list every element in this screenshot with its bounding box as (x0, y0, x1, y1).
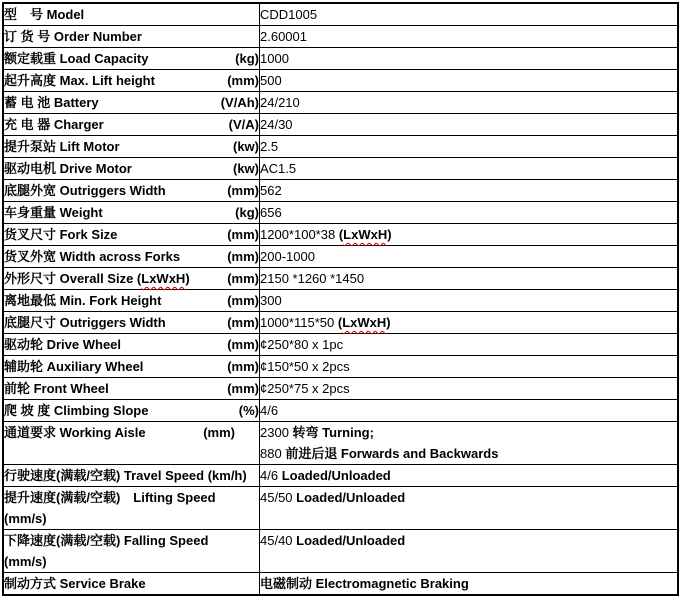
text-run: 500 (260, 73, 282, 88)
table-row (3, 224, 678, 246)
value-text (260, 400, 677, 421)
spec-label-cell (3, 70, 260, 92)
table-row (3, 573, 678, 596)
spec-value-cell (260, 312, 679, 334)
text-run: 前轮 Front Wheel (4, 381, 109, 396)
spec-label-cell (3, 400, 260, 422)
unit-label: (mm) (227, 337, 259, 352)
unit-label: (mm) (227, 359, 259, 374)
value-text (260, 530, 677, 551)
value-text (260, 246, 677, 267)
text-run: 562 (260, 183, 282, 198)
spec-value-cell (260, 3, 679, 26)
label-text (4, 334, 121, 355)
text-run: 2150 *1260 *1450 (260, 271, 365, 286)
label-text (4, 400, 148, 421)
table-row (3, 334, 678, 356)
label-text (4, 378, 109, 399)
value-text (260, 465, 677, 486)
text-run: ( (337, 315, 343, 330)
text-run: 45/50 (260, 490, 297, 505)
text-run: 1000*115*50 (260, 315, 338, 330)
spec-label-cell (3, 378, 260, 400)
spec-label-cell (3, 136, 260, 158)
spec-label-cell (3, 3, 260, 26)
value-text (260, 487, 677, 508)
value-text (260, 26, 677, 47)
spec-label-cell (3, 290, 260, 312)
text-run: 货叉外宽 Width across Forks (4, 249, 181, 264)
table-row (3, 312, 678, 334)
text-run: Loaded/Unloaded (296, 490, 406, 505)
text-run: 1000 (260, 51, 289, 66)
spec-label-cell (3, 487, 260, 530)
spec-value-cell (260, 70, 679, 92)
spec-value-cell (260, 158, 679, 180)
spec-value-cell (260, 180, 679, 202)
unit-label: (V/A) (228, 117, 259, 132)
value-text (260, 224, 677, 245)
value-text (260, 334, 677, 355)
value-text (260, 92, 677, 113)
label-text (4, 92, 99, 113)
spec-label-cell (3, 202, 260, 224)
unit-label: (kw) (233, 139, 259, 154)
unit-label: (mm) (227, 293, 259, 308)
text-run: 24/210 (260, 95, 300, 110)
spec-value-cell (260, 26, 679, 48)
spec-value-cell (260, 48, 679, 70)
table-row (3, 202, 678, 224)
text-run: 额定载重 Load Capacity (4, 51, 149, 66)
text-run: 起升高度 Max. Lift height (4, 73, 155, 88)
text-run: 656 (260, 205, 282, 220)
spec-label-cell (3, 312, 260, 334)
text-run: ( (338, 227, 344, 242)
spec-value-cell (260, 400, 679, 422)
text-run: 300 (260, 293, 282, 308)
spec-value-cell (260, 530, 679, 573)
text-run: 电磁制动 Electromagnetic Braking (260, 576, 469, 591)
value-text (260, 48, 677, 69)
text-run: 离地最低 Min. Fork Height (4, 293, 162, 308)
text-run: 辅助轮 Auxiliary Wheel (4, 359, 144, 374)
label-text-line2: (mm/s) (4, 511, 47, 526)
spec-label-cell (3, 26, 260, 48)
spec-value-cell (260, 465, 679, 487)
spec-value-cell (260, 224, 679, 246)
text-run: 外形尺寸 Overall Size ( (4, 271, 142, 286)
value-text (260, 70, 677, 91)
table-row (3, 465, 678, 487)
unit-label: (mm) (227, 249, 259, 264)
text-run: 充 电 器 Charger (4, 117, 104, 132)
table-row (3, 268, 678, 290)
spec-label-cell (3, 573, 260, 596)
label-text (4, 422, 146, 443)
spec-value-cell (260, 92, 679, 114)
text-run: 底腿尺寸 Outriggers Width (4, 315, 166, 330)
spec-label-cell (3, 48, 260, 70)
table-row (3, 378, 678, 400)
value-text (260, 136, 677, 157)
table-row (3, 48, 678, 70)
text-run: CDD1005 (260, 7, 318, 22)
value-text (260, 443, 677, 464)
spec-label-cell (3, 268, 260, 290)
spellcheck-squiggle-text: LxWxH (342, 315, 387, 330)
table-row (3, 92, 678, 114)
unit-label: (V/Ah) (220, 95, 259, 110)
spec-label-cell (3, 224, 260, 246)
text-run: ) (387, 227, 392, 242)
text-run: 货叉尺寸 Fork Size (4, 227, 118, 242)
text-run: ¢150*50 x 2pcs (260, 359, 350, 374)
text-run: 爬 坡 度 Climbing Slope (4, 403, 149, 418)
text-run: ¢250*80 x 1pc (260, 337, 344, 352)
unit-label: (mm) (203, 425, 235, 440)
spec-sheet-page (0, 2, 682, 591)
spec-value-cell (260, 136, 679, 158)
label-text (4, 4, 84, 25)
spec-label-cell (3, 356, 260, 378)
label-text (4, 202, 103, 223)
unit-label: (mm) (227, 271, 259, 286)
table-row (3, 422, 678, 465)
spec-value-cell (260, 378, 679, 400)
label-text-line2: (mm/s) (4, 554, 47, 569)
table-row (3, 136, 678, 158)
spec-value-cell (260, 246, 679, 268)
text-run: ¢250*75 x 2pcs (260, 381, 350, 396)
table-row (3, 487, 678, 530)
spec-value-cell (260, 356, 679, 378)
text-run: 1200*100*38 (260, 227, 339, 242)
text-run: 车身重量 Weight (4, 205, 103, 220)
label-text (4, 48, 148, 69)
value-text (260, 312, 677, 333)
label-text (4, 70, 155, 91)
label-text (4, 356, 143, 377)
unit-label: (mm) (227, 381, 259, 396)
text-run: 蓄 电 池 Battery (4, 95, 99, 110)
label-text (4, 268, 190, 289)
spec-label-cell (3, 114, 260, 136)
text-run: 驱动轮 Drive Wheel (4, 337, 122, 352)
label-text (4, 180, 166, 201)
label-text (4, 246, 180, 267)
text-run: Loaded/Unloaded (281, 468, 391, 483)
spec-label-cell (3, 422, 260, 465)
text-run: 通道要求 Working Aisle (4, 425, 146, 440)
spec-value-cell (260, 573, 679, 596)
label-text (4, 224, 117, 245)
text-run: 2.60001 (260, 29, 307, 44)
text-run: Loaded/Unloaded (296, 533, 406, 548)
spec-value-cell (260, 290, 679, 312)
text-run: 制动方式 Service Brake (4, 576, 146, 591)
value-text (260, 158, 677, 179)
label-text (4, 114, 104, 135)
spec-label-cell (3, 465, 260, 487)
value-text (260, 180, 677, 201)
table-row (3, 26, 678, 48)
spec-label-cell (3, 246, 260, 268)
spec-value-cell (260, 202, 679, 224)
text-run: 4/6 (260, 468, 282, 483)
table-row (3, 114, 678, 136)
text-run: 驱动电机 Drive Motor (4, 161, 132, 176)
text-run: 订 货 号 Order Number (4, 29, 142, 44)
table-row (3, 356, 678, 378)
table-row (3, 158, 678, 180)
value-text (260, 4, 677, 25)
text-run: ) (185, 271, 190, 286)
table-row (3, 180, 678, 202)
value-text (260, 114, 677, 135)
spellcheck-squiggle-text: LxWxH (141, 271, 186, 286)
label-text (4, 26, 142, 47)
table-row (3, 70, 678, 92)
value-text (260, 356, 677, 377)
label-text (4, 136, 120, 157)
spellcheck-squiggle-text: LxWxH (343, 227, 388, 242)
spec-label-cell (3, 180, 260, 202)
value-text (260, 202, 677, 223)
spec-label-cell (3, 92, 260, 114)
label-text (4, 573, 146, 594)
text-run: 转弯 Turning; (292, 425, 374, 440)
spec-label-cell (3, 530, 260, 573)
label-text (4, 530, 208, 551)
unit-label: (mm) (227, 183, 259, 198)
label-text (4, 312, 166, 333)
spec-value-cell (260, 422, 679, 465)
label-text (4, 487, 216, 508)
text-run: 2.5 (260, 139, 279, 154)
text-run: ) (386, 315, 391, 330)
value-text (260, 268, 677, 289)
text-run: 前进后退 Forwards and Backwards (285, 446, 499, 461)
value-text (260, 378, 677, 399)
table-row (3, 530, 678, 573)
text-run: 24/30 (260, 117, 293, 132)
unit-label: (%) (238, 403, 259, 418)
label-text (4, 290, 161, 311)
text-run: 型 号 Model (4, 7, 85, 22)
text-run: 下降速度(满载/空载) Falling Speed (4, 533, 209, 548)
table-row (3, 246, 678, 268)
text-run: 底腿外宽 Outriggers Width (4, 183, 166, 198)
spec-table-body (3, 3, 678, 595)
text-run: 4/6 (260, 403, 279, 418)
spec-value-cell (260, 487, 679, 530)
spec-value-cell (260, 268, 679, 290)
table-row (3, 400, 678, 422)
spec-label-cell (3, 158, 260, 180)
text-run: AC1.5 (260, 161, 297, 176)
unit-label: (kg) (235, 205, 259, 220)
spec-value-cell (260, 334, 679, 356)
table-row (3, 3, 678, 26)
text-run: 提升泵站 Lift Motor (4, 139, 120, 154)
text-run: 2300 (260, 425, 293, 440)
spec-table (2, 2, 679, 596)
unit-label: (mm) (227, 315, 259, 330)
text-run: 880 (260, 446, 286, 461)
value-text (260, 422, 677, 443)
text-run: 45/40 (260, 533, 297, 548)
table-row (3, 290, 678, 312)
text-run: 200-1000 (260, 249, 315, 264)
label-text (4, 158, 132, 179)
unit-label: (kg) (235, 51, 259, 66)
text-run: 行驶速度(满载/空载) Travel Speed (km/h) (4, 468, 247, 483)
spec-label-cell (3, 334, 260, 356)
text-run: 提升速度(满载/空载) Lifting Speed (4, 490, 216, 505)
value-text (260, 573, 677, 594)
value-text (260, 290, 677, 311)
unit-label: (kw) (233, 161, 259, 176)
spec-value-cell (260, 114, 679, 136)
label-text (4, 465, 247, 486)
unit-label: (mm) (227, 227, 259, 242)
unit-label: (mm) (227, 73, 259, 88)
